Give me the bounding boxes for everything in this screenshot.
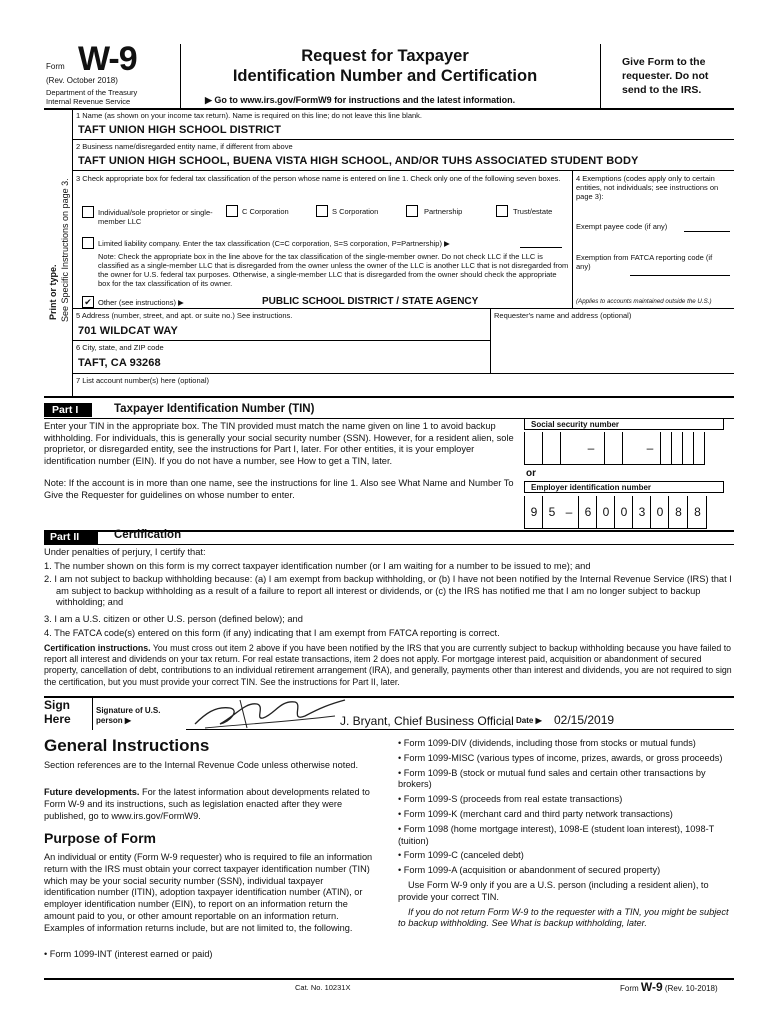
part1-note: Note: If the account is in more than one name, see the instructions for line 1. Also see What Name and Number To Give the Requester for guidelines on whose number to enter. <box>44 478 514 500</box>
department: Department of the Treasury <box>46 88 138 97</box>
ssn-field[interactable] <box>524 432 705 465</box>
future-developments <box>44 787 374 822</box>
fatca-field[interactable] <box>630 275 730 276</box>
use-form-text: Use Form W-9 only if you are a U.S. person (including a resident alien), to provide your correct TIN. <box>398 879 709 902</box>
ein-digit: 3 <box>632 496 651 528</box>
signature-date[interactable]: 02/15/2019 <box>554 713 615 727</box>
label-trust-estate: Trust/estate <box>513 207 553 216</box>
footer-form <box>620 980 718 994</box>
fatca-label: Exemption from FATCA reporting code (if any) <box>576 253 713 271</box>
part2-title: Certification <box>114 529 182 541</box>
form-title <box>180 46 590 86</box>
bullet-1098: • Form 1098 (home mortgage interest), 1098-E (student loan interest), 1098-T (tuition) <box>398 823 715 846</box>
label-partnership: Partnership <box>424 207 463 216</box>
line6-city-field[interactable]: TAFT, CA 93268 <box>78 357 161 369</box>
signer-name[interactable]: J. Bryant, Chief Business Official <box>340 714 514 728</box>
exempt-payee-field[interactable] <box>684 231 730 232</box>
sign-here: Sign Here <box>44 698 71 726</box>
catalog-number: Cat. No. 10231X <box>295 983 351 992</box>
section-references: Section references are to the Internal Revenue Code unless otherwise noted. <box>44 760 359 770</box>
cert-item-3: 3. I am a U.S. citizen or other U.S. person (defined below); and <box>44 614 303 624</box>
checkbox-individual[interactable] <box>82 206 94 218</box>
signature-image <box>185 694 355 734</box>
other-classification-field[interactable]: PUBLIC SCHOOL DISTRICT / STATE AGENCY <box>262 296 479 307</box>
label-s-corporation: S Corporation <box>332 207 379 216</box>
right-bullets <box>398 738 732 930</box>
give-form-note: Give Form to the requester. Do not send to the IRS. <box>622 56 709 96</box>
line3-note: Note: Check the appropriate box in the line above for the tax classification of the single-member owner. Do not check LLC if the LLC is classified as a single-member LLC that is disregarded from the owner unless the owner of the LLC is another LLC that is not disregarded from the owner for U.S. federal tax purposes. Otherwise, a single-member LLC that is disregarded from the owner should check the appropriate box for the tax classification of its owner. <box>98 252 569 288</box>
title-line-2: Identification Number and Certification <box>232 67 538 85</box>
ein-field[interactable] <box>524 496 707 529</box>
bullet-1099-k: • Form 1099-K (merchant card and third party network transactions) <box>398 808 673 819</box>
future-text: For the latest information about developments related to Form W-9 and its instructions, such as legislation enacted after they were published, go to www.irs.gov/FormW9. <box>44 787 370 821</box>
side-instructions <box>48 160 58 320</box>
exempt-payee-label: Exempt payee code (if any) <box>576 222 668 231</box>
future-label: Future developments. <box>44 787 140 797</box>
line5-label: 5 Address (number, street, and apt. or suite no.) See instructions. <box>76 311 293 320</box>
signature-label: Signature of U.S. person ▶ <box>96 706 161 725</box>
label-llc: Limited liability company. Enter the tax classification (C=C corporation, S=S corporation, P=Partnership) ▶ <box>98 239 450 248</box>
ssn-label: Social security number <box>524 418 724 430</box>
ein-digit: 5 <box>542 496 561 528</box>
cert-item-4: 4. The FATCA code(s) entered on this form (if any) indicating that I am exempt from FATCA reporting is correct. <box>44 628 500 638</box>
line2-business-name-field[interactable]: TAFT UNION HIGH SCHOOL, BUENA VISTA HIGH SCHOOL, AND/OR TUHS ASSOCIATED STUDENT BODY <box>78 155 639 167</box>
irs-label: Internal Revenue Service <box>46 97 131 106</box>
line3-label: 3 Check appropriate box for federal tax classification of the person whose name is entered on line 1. Check only one of the following seven boxes. <box>76 174 561 183</box>
fatca-applies-note: (Applies to accounts maintained outside the U.S.) <box>576 298 712 305</box>
ein-dash: – <box>565 505 573 519</box>
footer-form-word: Form <box>620 984 639 993</box>
purpose-text: An individual or entity (Form W-9 requester) who is required to file an information return with the IRS must obtain your correct taxpayer identification number (TIN) which may be your social security number (SSN), individual taxpayer identification number (ITIN), adoption taxpayer identification number (ATIN), or employer identification number (EIN), to report on an information return the amount paid to you, or other amount reportable on an information return. Examples of information returns include, but are not limited to, the following. <box>44 852 373 933</box>
general-instructions-title: General Instructions <box>44 736 210 755</box>
cert-instructions <box>44 643 732 688</box>
line6-label: 6 City, state, and ZIP code <box>76 343 164 352</box>
part1-text: Enter your TIN in the appropriate box. The TIN provided must match the name given on line 1 to avoid backup withholding. For individuals, this is generally your social security number (SSN). However, for a resident alien, sole proprietor, or disregarded entity, see the instructions for Part I, later. For other entities, it is your employer identification number (EIN). If you do not have a number, see How to get a TIN, later. <box>44 421 514 466</box>
part2-intro: Under penalties of perjury, I certify that: <box>44 547 206 557</box>
bullet-1099-c: • Form 1099-C (canceled debt) <box>398 850 524 861</box>
cert-item-1: 1. The number shown on this form is my correct taxpayer identification number (or I am waiting for a number to be issued to me); and <box>44 561 591 571</box>
ein-digit: 0 <box>614 496 633 528</box>
line1-name-field[interactable]: TAFT UNION HIGH SCHOOL DISTRICT <box>78 124 282 136</box>
checkbox-llc[interactable] <box>82 237 94 249</box>
or-label: or <box>526 468 536 479</box>
form-id: W-9 <box>78 40 137 78</box>
ein-digit: 0 <box>596 496 615 528</box>
ein-digit: 9 <box>524 496 543 528</box>
ein-digit: 8 <box>668 496 688 528</box>
checkbox-partnership[interactable] <box>406 205 418 217</box>
footer-rev: (Rev. 10-2018) <box>664 984 718 993</box>
part2-tag: Part II <box>44 530 98 544</box>
checkbox-s-corporation[interactable] <box>316 205 328 217</box>
bullet-1099-a: • Form 1099-A (acquisition or abandonment of secured property) <box>398 865 661 876</box>
bullet-1099-misc: • Form 1099-MISC (various types of income, prizes, awards, or gross proceeds) <box>398 752 723 763</box>
label-c-corporation: C Corporation <box>242 207 289 216</box>
cert-instructions-label: Certification instructions. <box>44 643 151 653</box>
side-see-instructions <box>60 142 70 322</box>
ein-digit: 6 <box>578 496 597 528</box>
bullet-1099-int: • Form 1099-INT (interest earned or paid) <box>44 949 213 959</box>
line1-label: 1 Name (as shown on your income tax return). Name is required on this line; do not leave this line blank. <box>76 111 423 120</box>
llc-classification-field[interactable] <box>520 247 562 248</box>
line5-address-field[interactable]: 701 WILDCAT WAY <box>78 325 178 337</box>
checkbox-c-corporation[interactable] <box>226 205 238 217</box>
side-print: Print or type. <box>48 264 58 320</box>
ein-digit: 0 <box>650 496 669 528</box>
line7-label: 7 List account number(s) here (optional) <box>76 376 209 385</box>
checkbox-trust-estate[interactable] <box>496 205 508 217</box>
ein-digit: 8 <box>687 496 707 528</box>
form-word: Form <box>46 62 65 71</box>
part1-title: Taxpayer Identification Number (TIN) <box>114 403 315 415</box>
goto-instructions: ▶ Go to www.irs.gov/FormW9 for instructions and the latest information. <box>205 95 516 105</box>
title-line-1: Request for Taxpayer <box>301 47 469 65</box>
ssn-dash-2: – <box>646 441 654 455</box>
part1-tag: Part I <box>44 403 92 417</box>
ssn-dash-1: – <box>587 441 595 455</box>
line4-label: 4 Exemptions (codes apply only to certain entities, not individuals; see instructions on page 3): <box>576 174 719 201</box>
bullet-1099-b: • Form 1099-B (stock or mutual fund sales and certain other transactions by brokers) <box>398 767 706 790</box>
label-individual: Individual/sole proprietor or single-member LLC <box>98 208 213 226</box>
requester-label: Requester's name and address (optional) <box>494 311 632 320</box>
label-other: Other (see instructions) ▶ <box>98 298 184 307</box>
bullet-1099-s: • Form 1099-S (proceeds from real estate transactions) <box>398 794 623 805</box>
checkbox-other[interactable]: ✔ <box>82 296 94 308</box>
ein-label: Employer identification number <box>524 481 724 493</box>
if-not-return-text: If you do not return Form W-9 to the requester with a TIN, you might be subject to backup withholding. See What is backup withholding, later. <box>398 906 729 929</box>
footer-form-id: W-9 <box>640 980 663 994</box>
cert-instructions-text: You must cross out item 2 above if you have been notified by the IRS that you are currently subject to backup withholding because you have failed to report all interest and dividends on your tax return. For real estate transactions, item 2 does not apply. For mortgage interest paid, acquisition or abandonment of secured property, cancellation of debt, contributions to an individual retirement arrangement (IRA), and generally, payments other than interest and dividends, you are not required to sign the certification, but you must provide your correct TIN. See the instructions for Part II, later. <box>44 643 732 687</box>
date-label: Date ▶ <box>516 716 542 725</box>
bullet-1099-div: • Form 1099-DIV (dividends, including those from stocks or mutual funds) <box>398 738 696 748</box>
cert-item-2: 2. I am not subject to backup withholding because: (a) I am exempt from backup withholding, or (b) I have not been notified by the Internal Revenue Service (IRS) that I am subject to backup withholding as a result of a failure to report all interest or dividends, or (c) the IRS has notified me that I am no longer subject to backup withholding; and <box>44 574 732 608</box>
purpose-title: Purpose of Form <box>44 830 157 846</box>
side-see-text: See Specific Instructions on page 3. <box>60 178 70 322</box>
line2-label: 2 Business name/disregarded entity name, if different from above <box>76 142 293 151</box>
form-revision: (Rev. October 2018) <box>46 76 118 85</box>
